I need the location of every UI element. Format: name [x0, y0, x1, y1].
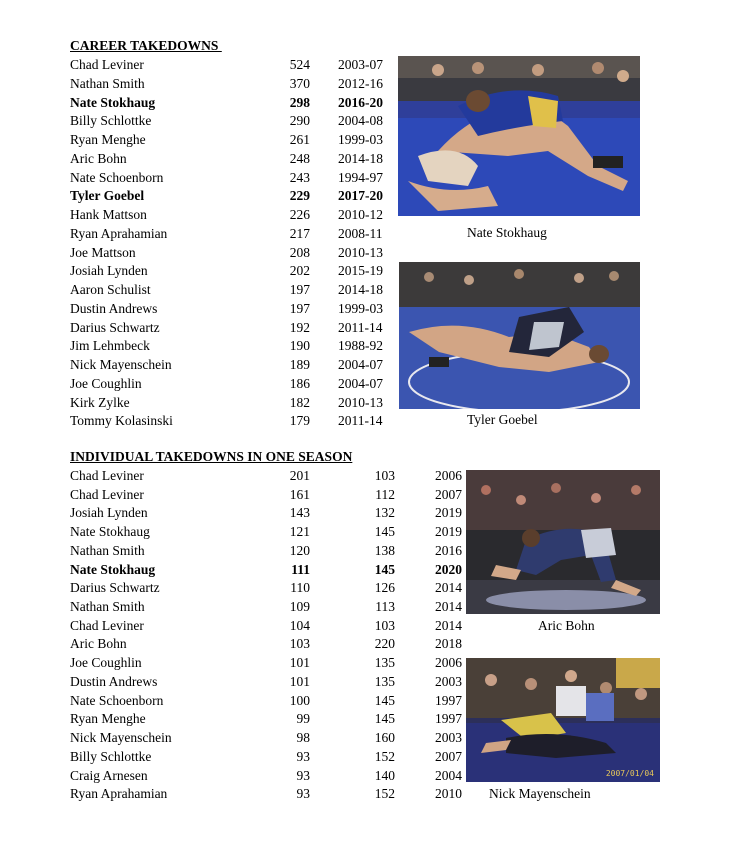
table-row: [0, 244, 750, 263]
takedown-total: 197: [289, 282, 310, 297]
years-span: 2012-16: [338, 75, 383, 91]
athlete-name: Jim Lehmbeck: [70, 338, 150, 354]
years-span: 1994-97: [338, 169, 383, 185]
photo-nate-stokhaug: [398, 56, 640, 216]
season-matches: 132: [374, 505, 395, 521]
season-year: 2007: [435, 486, 462, 502]
athlete-name: Chad Leviner: [70, 57, 144, 72]
years-span: 2016-20: [338, 94, 383, 110]
athlete-name: Darius Schwartz: [70, 319, 160, 335]
photo-caption: Aric Bohn: [538, 618, 595, 633]
season-matches: 103: [374, 468, 395, 483]
athlete-name: Tyler Goebel: [70, 188, 145, 204]
athlete-name: Craig Arnesen: [70, 767, 148, 783]
takedown-total: 93: [296, 748, 310, 764]
years-span: 2010-12: [338, 207, 383, 222]
season-year: 2019: [435, 505, 462, 521]
athlete-name: Nick Mayenschein: [70, 730, 172, 746]
season-year: 2006: [435, 468, 462, 483]
season-matches: 145: [374, 524, 395, 540]
athlete-name: Ryan Aprahamian: [70, 225, 168, 241]
years-span: 2003-07: [338, 57, 383, 72]
season-year: 2007: [435, 748, 462, 764]
takedown-total: 100: [289, 692, 310, 708]
years-span: 2017-20: [338, 188, 383, 204]
season-year: 2003: [435, 730, 462, 746]
season-year: 2006: [435, 655, 462, 671]
years-span: 2004-08: [338, 113, 383, 129]
season-year: 2016: [435, 542, 462, 558]
takedown-total: 298: [289, 94, 310, 110]
photo-datestamp: 2007/01/04: [605, 769, 654, 778]
takedown-total: 201: [289, 468, 310, 483]
years-span: 2011-14: [338, 319, 383, 335]
takedown-total: 179: [289, 413, 310, 429]
season-matches: 113: [375, 599, 395, 615]
season-matches: 135: [374, 673, 395, 689]
athlete-name: Nate Stokhaug: [70, 524, 150, 540]
photo-caption: Nate Stokhaug: [467, 225, 547, 240]
takedown-total: 99: [296, 711, 310, 727]
table-row: [0, 785, 750, 804]
season-matches: 126: [374, 580, 395, 596]
table-row: [0, 617, 750, 636]
takedown-total: 229: [289, 188, 310, 204]
season-year: 1997: [435, 692, 462, 708]
takedown-total: 110: [290, 580, 310, 596]
years-span: 2004-07: [338, 357, 383, 372]
takedown-total: 243: [289, 169, 310, 185]
season-year: 2003: [435, 673, 462, 689]
season-matches: 135: [374, 655, 395, 671]
takedown-total: 290: [289, 113, 310, 129]
years-span: 1999-03: [338, 132, 383, 147]
athlete-name: Nate Stokhaug: [70, 94, 156, 110]
season-year: 2020: [435, 561, 462, 577]
season-year: 2010: [435, 786, 462, 802]
season-year: 2018: [435, 636, 462, 652]
athlete-name: Billy Schlottke: [70, 113, 152, 129]
athlete-name: Chad Leviner: [70, 486, 144, 502]
season-year: 2014: [435, 580, 462, 596]
wrestling-photo-icon: [466, 470, 660, 614]
takedown-total: 111: [291, 561, 310, 577]
season-matches: 220: [374, 636, 395, 652]
takedown-total: 524: [289, 57, 310, 72]
takedown-total: 217: [289, 225, 310, 241]
years-span: 2014-18: [338, 282, 383, 297]
athlete-name: Nate Schoenborn: [70, 169, 164, 185]
takedown-total: 121: [289, 524, 310, 540]
takedown-total: 248: [289, 150, 310, 166]
years-span: 1999-03: [338, 300, 383, 316]
season-matches: 138: [374, 542, 395, 558]
athlete-name: Nathan Smith: [70, 75, 145, 91]
takedown-total: 161: [289, 486, 310, 502]
athlete-name: Ryan Aprahamian: [70, 786, 168, 802]
season-matches: 140: [374, 767, 395, 783]
years-span: 1988-92: [338, 338, 383, 354]
season-matches: 145: [374, 561, 395, 577]
athlete-name: Darius Schwartz: [70, 580, 160, 596]
season-matches: 145: [374, 692, 395, 708]
wrestling-photo-icon: [399, 262, 640, 409]
athlete-name: Hank Mattson: [70, 207, 147, 222]
table-row: [0, 635, 750, 654]
takedown-total: 189: [289, 357, 310, 372]
athlete-name: Ryan Menghe: [70, 711, 146, 727]
table-row: [0, 225, 750, 244]
years-span: 2015-19: [338, 263, 383, 279]
takedown-total: 93: [296, 767, 310, 783]
takedown-total: 103: [289, 636, 310, 652]
takedown-total: 202: [289, 263, 310, 279]
takedown-total: 197: [289, 300, 310, 316]
takedown-total: 93: [296, 786, 310, 802]
takedown-total: 182: [289, 394, 310, 410]
takedown-total: 370: [289, 75, 310, 91]
athlete-name: Nick Mayenschein: [70, 357, 172, 372]
athlete-name: Aaron Schulist: [70, 282, 151, 297]
takedown-total: 104: [289, 617, 310, 633]
season-matches: 145: [374, 711, 395, 727]
athlete-name: Aric Bohn: [70, 150, 127, 166]
athlete-name: Joe Mattson: [70, 244, 136, 260]
takedown-total: 101: [289, 655, 310, 671]
athlete-name: Joe Coughlin: [70, 375, 142, 391]
takedown-total: 143: [289, 505, 310, 521]
takedown-total: 109: [289, 599, 310, 615]
athlete-name: Dustin Andrews: [70, 300, 158, 316]
season-year: 2014: [435, 617, 462, 633]
takedown-total: 101: [289, 673, 310, 689]
takedown-total: 120: [289, 542, 310, 558]
season-takedowns-heading: INDIVIDUAL TAKEDOWNS IN ONE SEASON: [70, 449, 353, 464]
years-span: 2011-14: [338, 413, 383, 429]
wrestling-photo-icon: [398, 56, 640, 216]
season-matches: 152: [374, 748, 395, 764]
athlete-name: Nate Stokhaug: [70, 561, 156, 577]
takedown-total: 208: [289, 244, 310, 260]
table-row: [0, 412, 750, 431]
athlete-name: Nathan Smith: [70, 599, 145, 615]
years-span: 2010-13: [338, 394, 383, 410]
season-matches: 160: [374, 730, 395, 746]
wrestling-photo-icon: [466, 658, 660, 782]
athlete-name: Chad Leviner: [70, 617, 144, 633]
athlete-name: Nate Schoenborn: [70, 692, 164, 708]
photo-caption: Nick Mayenschein: [489, 786, 591, 801]
athlete-name: Nathan Smith: [70, 542, 145, 558]
athlete-name: Joe Coughlin: [70, 655, 142, 671]
athlete-name: Ryan Menghe: [70, 132, 146, 147]
career-takedowns-heading: CAREER TAKEDOWNS: [70, 38, 222, 53]
season-year: 2019: [435, 524, 462, 540]
season-year: 2014: [435, 599, 462, 615]
athlete-name: Aric Bohn: [70, 636, 127, 652]
takedown-total: 192: [289, 319, 310, 335]
years-span: 2004-07: [338, 375, 383, 391]
years-span: 2010-13: [338, 244, 383, 260]
athlete-name: Josiah Lynden: [70, 505, 148, 521]
athlete-name: Dustin Andrews: [70, 673, 158, 689]
season-matches: 112: [375, 486, 395, 502]
takedown-total: 226: [289, 207, 310, 222]
photo-caption: Tyler Goebel: [467, 412, 538, 427]
season-matches: 152: [374, 786, 395, 802]
season-year: 1997: [435, 711, 462, 727]
photo-aric-bohn: [466, 470, 660, 614]
takedown-total: 190: [289, 338, 310, 354]
takedown-total: 186: [289, 375, 310, 391]
athlete-name: Chad Leviner: [70, 468, 144, 483]
photo-nick-mayenschein: [466, 658, 660, 782]
photo-tyler-goebel: [399, 262, 640, 409]
years-span: 2008-11: [338, 225, 383, 241]
takedown-total: 261: [289, 132, 310, 147]
athlete-name: Billy Schlottke: [70, 748, 152, 764]
athlete-name: Tommy Kolasinski: [70, 413, 173, 429]
years-span: 2014-18: [338, 150, 383, 166]
athlete-name: Kirk Zylke: [70, 394, 130, 410]
athlete-name: Josiah Lynden: [70, 263, 148, 279]
takedown-total: 98: [296, 730, 310, 746]
season-year: 2004: [435, 767, 462, 783]
season-matches: 103: [374, 617, 395, 633]
